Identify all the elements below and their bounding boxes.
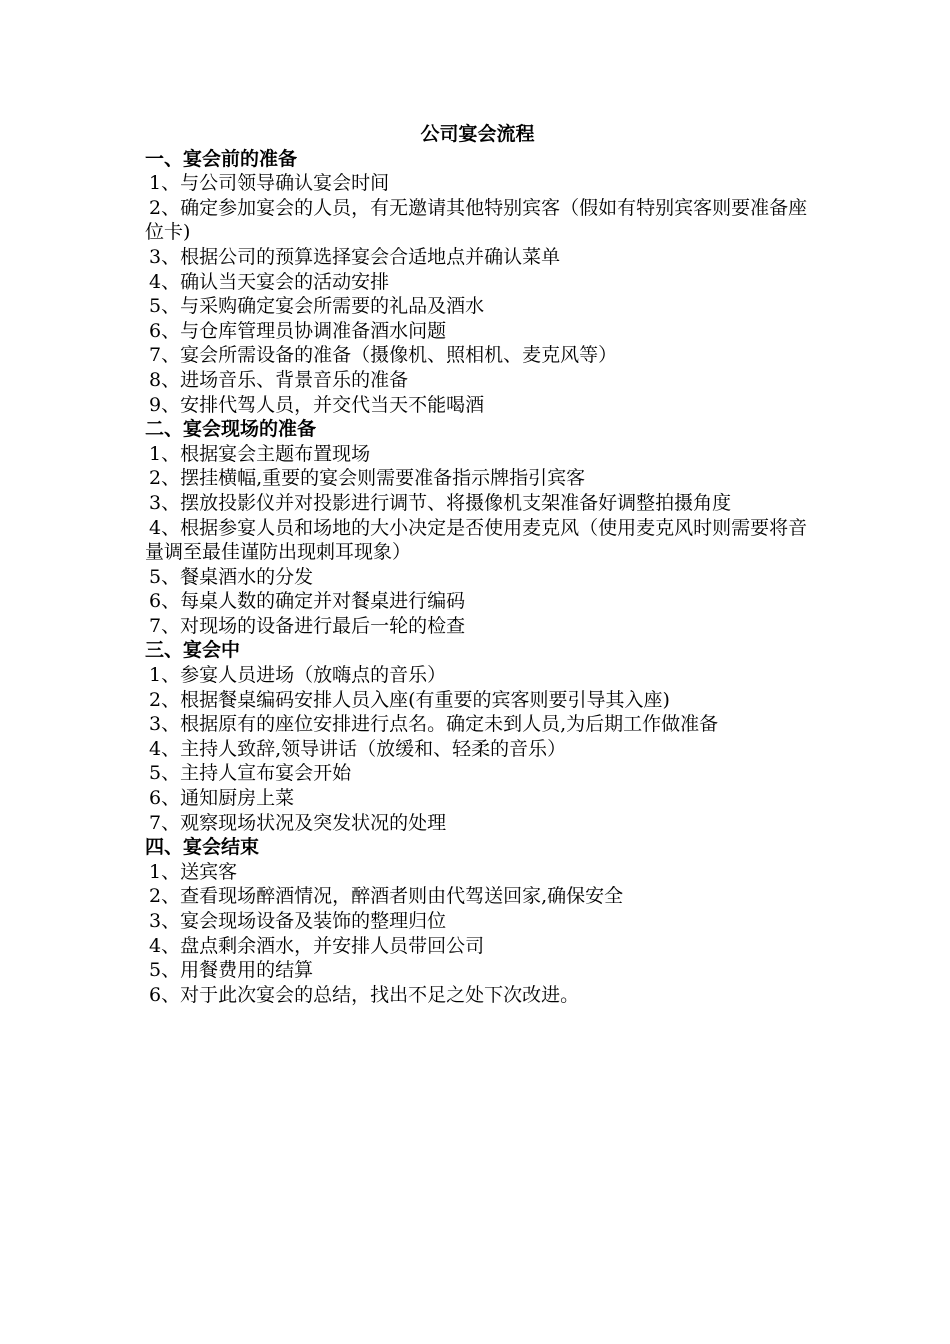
section-heading: 二、宴会现场的准备	[145, 418, 317, 441]
section-heading: 三、宴会中	[145, 639, 241, 662]
list-item: 2、摆挂横幅,重要的宴会则需要准备指示牌指引宾客	[149, 467, 586, 490]
list-item: 1、与公司领导确认宴会时间	[149, 172, 390, 195]
section-banquet-end	[145, 835, 810, 1007]
list-item: 5、餐桌酒水的分发	[149, 565, 314, 588]
list-item: 7、宴会所需设备的准备（摄像机、照相机、麦克风等）	[149, 344, 618, 367]
document-body	[145, 122, 810, 1007]
list-item: 5、主持人宣布宴会开始	[149, 762, 352, 785]
section-before-banquet	[145, 147, 810, 418]
list-item: 5、与采购确定宴会所需要的礼品及酒水	[149, 295, 485, 318]
list-item: 2、根据餐桌编码安排人员入座(有重要的宾客则要引导其入座)	[149, 688, 670, 711]
list-item: 7、观察现场状况及突发状况的处理	[149, 811, 447, 834]
list-item: 4、盘点剩余酒水，并安排人员带回公司	[149, 934, 485, 957]
list-item: 3、根据原有的座位安排进行点名。确定未到人员,为后期工作做准备	[149, 713, 719, 736]
list-item: 9、安排代驾人员，并交代当天不能喝酒	[149, 393, 485, 416]
list-item: 6、通知厨房上菜	[149, 787, 295, 810]
list-item: 1、根据宴会主题布置现场	[149, 442, 371, 465]
list-item: 7、对现场的设备进行最后一轮的检查	[149, 614, 466, 637]
list-item: 3、根据公司的预算选择宴会合适地点并确认菜单	[149, 245, 561, 268]
section-during-banquet	[145, 638, 810, 835]
list-item: 4、主持人致辞,领导讲话（放缓和、轻柔的音乐）	[149, 737, 567, 760]
list-item: 4、确认当天宴会的活动安排	[149, 270, 390, 293]
list-item: 3、宴会现场设备及装饰的整理归位	[149, 910, 447, 932]
list-item: 2、确定参加宴会的人员，有无邀请其他特别宾客（假如有特别宾客则要准备座位卡)	[145, 196, 808, 244]
list-item: 5、用餐费用的结算	[149, 959, 314, 982]
list-item: 1、参宴人员进场（放嗨点的音乐）	[149, 664, 447, 687]
list-item: 6、与仓库管理员协调准备酒水问题	[149, 319, 447, 342]
section-heading: 四、宴会结束	[145, 836, 260, 859]
section-heading: 一、宴会前的准备	[145, 147, 298, 170]
list-item: 6、对于此次宴会的总结，找出不足之处下次改进。	[149, 983, 580, 1006]
section-venue-preparation	[145, 417, 810, 638]
list-item: 8、进场音乐、背景音乐的准备	[149, 368, 409, 391]
list-item: 4、根据参宴人员和场地的大小决定是否使用麦克风（使用麦克风时则需要将音量调至最佳谨防出现刺耳现象）	[145, 516, 808, 564]
list-item: 6、每桌人数的确定并对餐桌进行编码	[149, 590, 466, 613]
list-item: 3、摆放投影仪并对投影进行调节、将摄像机支架准备好调整拍摄角度	[149, 491, 732, 514]
document-title: 公司宴会流程	[420, 123, 535, 145]
list-item: 2、查看现场醉酒情况，醉酒者则由代驾送回家,确保安全	[149, 885, 624, 908]
list-item: 1、送宾客	[149, 860, 238, 883]
